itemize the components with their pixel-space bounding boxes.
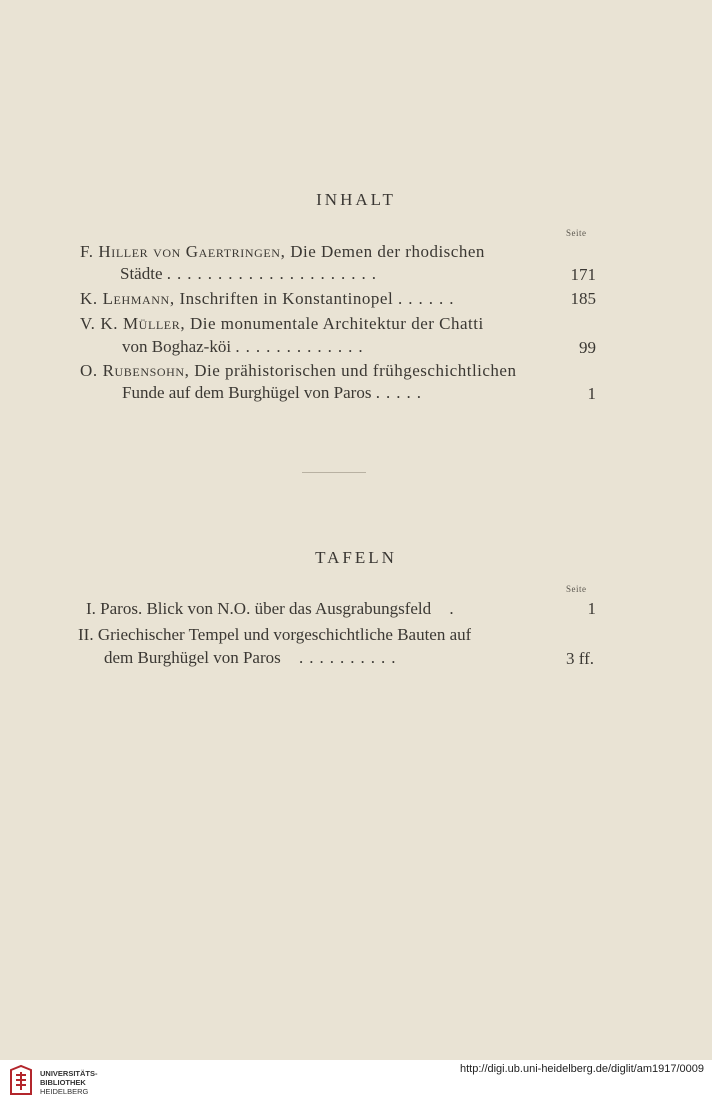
- tafeln-heading: TAFELN: [315, 548, 397, 567]
- leader-dots: .: [449, 599, 460, 618]
- plate-title: Paros. Blick von N.O. über das Ausgrabungsfeld: [100, 599, 432, 618]
- leader-dots: ......: [397, 289, 460, 308]
- section-divider: [302, 472, 366, 473]
- tafeln-seite-label: Seite: [566, 584, 587, 594]
- toc-entry-lehmann: [80, 287, 550, 311]
- toc-title-continued: Städte: [120, 264, 163, 283]
- tafel-entry-2-line2: [104, 646, 554, 670]
- toc-entry-mueller-line2: [122, 335, 552, 359]
- toc-entry-hiller-line1: [80, 240, 485, 264]
- toc-author: V. K. Müller,: [80, 314, 186, 333]
- library-logo-icon: [8, 1064, 34, 1098]
- leader-dots: .....: [375, 383, 427, 402]
- toc-title-continued: von Boghaz-köi: [122, 337, 232, 356]
- toc-page-number: 99: [579, 338, 596, 357]
- toc-title: Die prähistorischen und frühgeschichtlichen: [189, 361, 517, 380]
- toc-page-number: 171: [570, 265, 596, 284]
- leader-dots: .....................: [166, 264, 382, 283]
- toc-entry-hiller-line2: [120, 262, 382, 286]
- toc-author: O. Rubensohn,: [80, 361, 190, 380]
- inhalt-heading: INHALT: [316, 190, 396, 209]
- library-name: [40, 1069, 98, 1096]
- plate-title: Griechischer Tempel und vorgeschichtliche Bauten auf: [97, 625, 472, 644]
- plate-page-number: 1: [587, 599, 596, 618]
- toc-entry-rubensohn-line2: [122, 381, 552, 405]
- plate-title-continued: dem Burghügel von Paros: [104, 648, 281, 667]
- toc-author: F. Hiller von Gaertringen,: [80, 242, 286, 261]
- toc-title: Die Demen der rhodischen: [285, 242, 485, 261]
- toc-entry-mueller-line1: [80, 312, 484, 336]
- leader-dots: ..........: [299, 648, 402, 667]
- library-line3: HEIDELBERG: [40, 1087, 89, 1096]
- plate-page-number: 3 ff.: [565, 649, 594, 668]
- toc-title-continued: Funde auf dem Burghügel von Paros: [122, 383, 372, 402]
- library-line1: UNIVERSITÄTS-: [40, 1069, 98, 1078]
- permalink-url[interactable]: http://digi.ub.uni-heidelberg.de/diglit/am1917/0009: [459, 1063, 704, 1075]
- toc-page-number: 185: [570, 289, 596, 308]
- tafel-entry-2-line1: [78, 623, 471, 647]
- plate-numeral: II.: [78, 625, 94, 644]
- toc-page-number: 1: [587, 384, 596, 403]
- plate-numeral: I.: [86, 599, 96, 618]
- inhalt-seite-label: Seite: [566, 228, 587, 238]
- toc-title: Die monumentale Architektur der Chatti: [185, 314, 484, 333]
- toc-title: Inschriften in Konstantinopel: [174, 289, 394, 308]
- toc-author: K. Lehmann,: [80, 289, 175, 308]
- library-line2: BIBLIOTHEK: [40, 1078, 86, 1087]
- tafel-entry-1: [86, 597, 556, 621]
- toc-entry-rubensohn-line1: [80, 359, 516, 383]
- leader-dots: .............: [235, 337, 369, 356]
